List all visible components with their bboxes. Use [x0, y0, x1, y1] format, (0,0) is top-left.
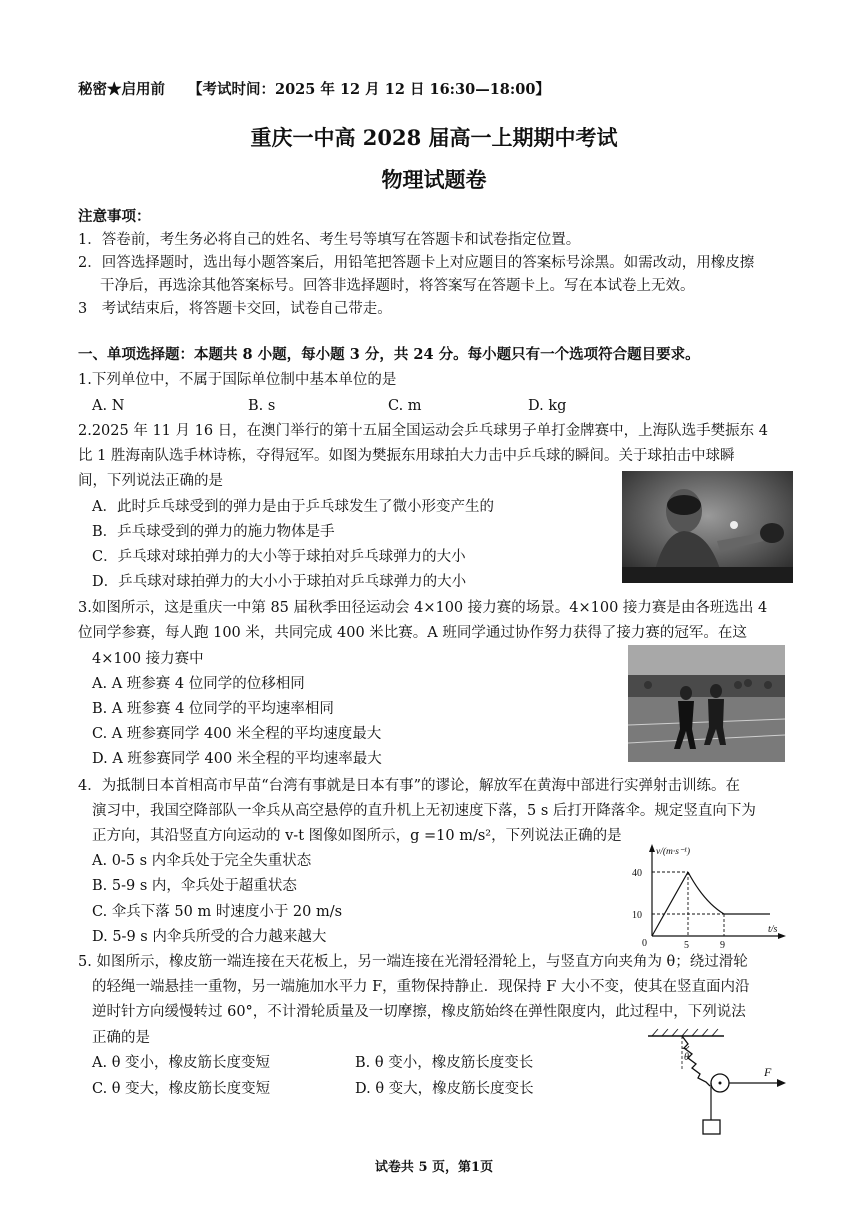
graph-ylabel: v/(m·s⁻¹) — [656, 847, 690, 857]
notes-heading: 注意事项： — [78, 208, 151, 225]
q1-option-d: D. kg — [528, 398, 567, 414]
q4-stem-line: 正方向，其沿竖直方向运动的 v-t 图像如图所示，g =10 m/s²，下列说法正确的是 — [92, 828, 622, 844]
graph-xtick: 5 — [684, 940, 689, 950]
pulley-figure — [640, 1026, 790, 1138]
q4-option-b: B. 5-9 s 内，伞兵处于超重状态 — [92, 878, 297, 894]
q4-option-d: D. 5-9 s 内伞兵所受的合力越来越大 — [92, 929, 327, 945]
q1-option-b: B. s — [248, 398, 276, 414]
secret-label: 秘密★启用前 — [78, 81, 165, 98]
graph-ytick: 10 — [632, 910, 642, 921]
q4-option-c: C. 伞兵下落 50 m 时速度小于 20 m/s — [92, 904, 343, 920]
q3-option-b: B. A 班参赛 4 位同学的平均速率相同 — [92, 701, 334, 717]
graph-xtick: 9 — [720, 940, 725, 950]
note-item: 1．答卷前，考生务必将自己的姓名、考生号等填写在答题卡和试卷指定位置。 — [78, 232, 581, 248]
graph-ytick: 40 — [632, 868, 642, 879]
q3-option-a: A. A 班参赛 4 位同学的位移相同 — [92, 676, 305, 692]
vt-graph — [620, 840, 790, 950]
force-label: F — [764, 1065, 772, 1079]
graph-xlabel: t/s — [768, 924, 778, 935]
q3-option-c: C. A 班参赛同学 400 米全程的平均速度最大 — [92, 726, 382, 742]
q2-stem-line: 比 1 胜海南队选手林诗栋，夺得冠军。如图为樊振东用球拍大力击中乒乓球的瞬间。关于球拍击中球瞬 — [78, 448, 735, 464]
q5-stem-line: 逆时针方向缓慢转过 60°，不计滑轮质量及一切摩擦，橡皮筋始终在弹性限度内，此过程中，下列说法 — [92, 1004, 746, 1020]
q1-stem: 1.下列单位中，不属于国际单位制中基本单位的是 — [78, 372, 397, 388]
q2-stem-line: 2.2025 年 11 月 16 日，在澳门举行的第十五届全国运动会乒乓球男子单打金牌赛中，上海队选手樊振东 4 — [78, 423, 769, 439]
page-footer: 试卷共 5 页，第1页 — [374, 1160, 494, 1175]
q3-stem-line: 位同学参赛，每人跑 100 米，共同完成 400 米比赛。A 班同学通过协作努力获得了接力赛的冠军。在这 — [78, 625, 747, 641]
q3-stem-line: 4×100 接力赛中 — [92, 651, 204, 667]
q4-stem-line: 4．为抵制日本首相高市早苗“台湾有事就是日本有事”的谬论，解放军在黄海中部进行实弹射击训练。在 — [78, 778, 741, 794]
exam-time: 【考试时间：2025 年 12 月 12 日 16:30—18:00】 — [188, 81, 550, 98]
q5-stem-line: 的轻绳一端悬挂一重物，另一端施加水平力 F，重物保持静止．现保持 F 大小不变，使其在竖直面内沿 — [92, 979, 750, 995]
q4-stem-line: 演习中，我国空降部队一伞兵从高空悬停的直升机上无初速度下落，5 s 后打开降落伞。规定竖直向下为 — [92, 803, 756, 819]
q5-stem-line: 5. 如图所示，橡皮筋一端连接在天花板上，另一端连接在光滑轻滑轮上，与竖直方向夹角为 θ；绕过滑轮 — [78, 954, 748, 970]
q4-option-a: A. 0-5 s 内伞兵处于完全失重状态 — [92, 853, 312, 869]
q2-option-b: B．乒乓球受到的弹力的施力物体是手 — [92, 524, 335, 540]
theta-label: θ — [684, 1052, 689, 1063]
q1-option-a: A. N — [92, 398, 125, 414]
graph-origin: 0 — [642, 938, 647, 949]
table-tennis-photo — [622, 471, 793, 583]
exam-title: 重庆一中高 2028 届高一上期期中考试 — [250, 125, 618, 150]
q2-stem-line: 间，下列说法正确的是 — [78, 473, 223, 489]
note-item: 干净后，再选涂其他答案标号。回答非选择题时，将答案写在答题卡上。写在本试卷上无效。 — [100, 278, 695, 294]
q3-stem-line: 3.如图所示，这是重庆一中第 85 届秋季田径运动会 4×100 接力赛的场景。4×100 接力赛是由各班选出 4 — [78, 600, 768, 616]
note-item: 2．回答选择题时，选出每小题答案后，用铅笔把答题卡上对应题目的答案标号涂黑。如需改动，用橡皮擦 — [78, 255, 755, 271]
q5-option-a: A. θ 变小，橡皮筋长度变短 — [92, 1055, 271, 1071]
q3-option-d: D. A 班参赛同学 400 米全程的平均速率最大 — [92, 751, 382, 767]
relay-race-photo — [628, 645, 785, 762]
q1-option-c: C. m — [388, 398, 422, 414]
q5-option-b: B. θ 变小，橡皮筋长度变长 — [355, 1055, 534, 1071]
q5-option-d: D. θ 变大，橡皮筋长度变长 — [355, 1081, 534, 1097]
q2-option-a: A．此时乒乓球受到的弹力是由于乒乓球发生了微小形变产生的 — [92, 499, 494, 515]
section-heading: 一、单项选择题：本题共 8 小题，每小题 3 分，共 24 分。每小题只有一个选项符合题目要求。 — [78, 346, 700, 363]
exam-subtitle: 物理试题卷 — [381, 167, 487, 192]
note-item: 3 考试结束后，将答题卡交回，试卷自己带走。 — [78, 301, 392, 317]
q5-stem-line: 正确的是 — [92, 1030, 150, 1046]
q2-option-d: D．乒乓球对球拍弹力的大小小于球拍对乒乓球弹力的大小 — [92, 574, 467, 590]
q2-option-c: C．乒乓球对球拍弹力的大小等于球拍对乒乓球弹力的大小 — [92, 549, 466, 565]
q5-option-c: C. θ 变大，橡皮筋长度变短 — [92, 1081, 271, 1097]
